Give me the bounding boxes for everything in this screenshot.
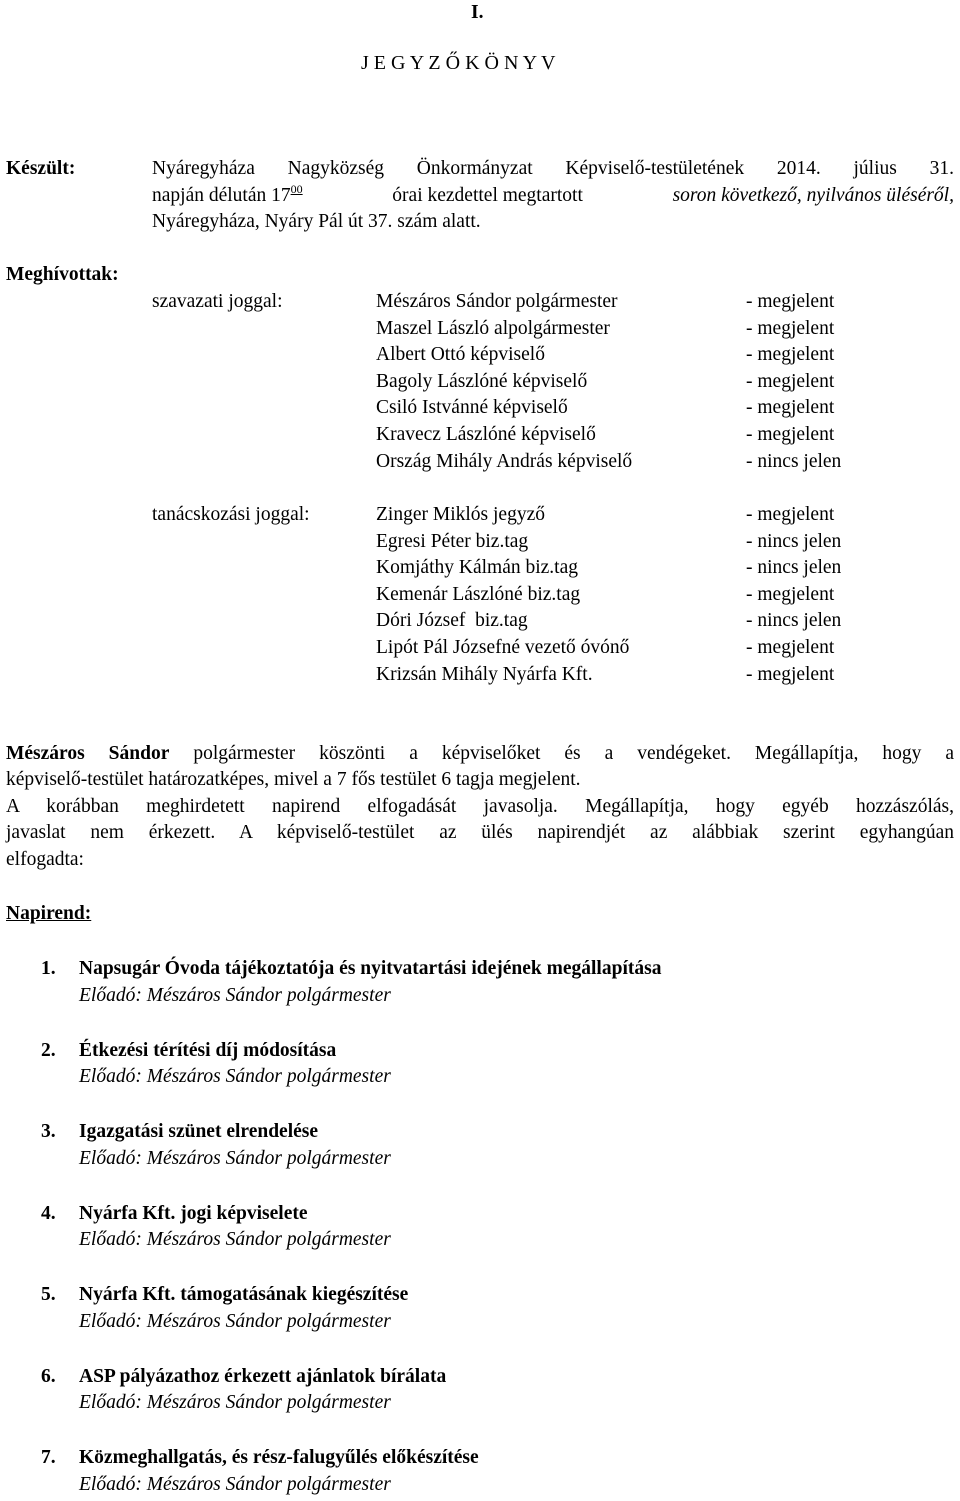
agenda-item-number: 5. bbox=[41, 1284, 56, 1305]
agenda-item bbox=[41, 956, 661, 983]
voting-member-status: - megjelent bbox=[746, 344, 835, 366]
advisory-member-status: - nincs jelen bbox=[746, 610, 842, 632]
voting-member-status: - megjelent bbox=[746, 291, 835, 312]
agenda-item-number: 6. bbox=[41, 1365, 56, 1387]
agenda-item-title: Közmeghallgatás, és rész-falugyűlés előkészítése bbox=[79, 1447, 479, 1468]
mayor-name-bold: Mészáros Sándor bbox=[6, 743, 170, 764]
paragraph-line-1-rest: polgármester köszönti a képviselőket és a vendégeket. Megállapítja, hogy a bbox=[169, 743, 954, 764]
voting-rights-label: szavazati joggal: bbox=[152, 291, 283, 312]
keszult-line-1: Nyáregyháza Nagyközség Önkormányzat Képviselő-testületének 2014. július 31. bbox=[152, 158, 954, 179]
voting-member-name: Mészáros Sándor polgármester bbox=[376, 291, 618, 312]
voting-member-status: - megjelent bbox=[746, 397, 835, 419]
voting-member-status: - nincs jelen bbox=[746, 450, 842, 472]
voting-member-status: - megjelent bbox=[746, 370, 835, 392]
time-superscript: 00 bbox=[290, 182, 303, 196]
keszult-label: Készült: bbox=[6, 158, 76, 179]
agenda-item-presenter: Előadó: Mészáros Sándor polgármester bbox=[79, 1229, 391, 1250]
advisory-member-status: - nincs jelen bbox=[746, 557, 842, 579]
advisory-member-name: Egresi Péter biz.tag bbox=[376, 530, 529, 552]
agenda-item-title: Nyárfa Kft. támogatásának kiegészítése bbox=[79, 1284, 409, 1305]
voting-member-status: - megjelent bbox=[746, 424, 835, 445]
agenda-item bbox=[41, 1282, 408, 1309]
section-number: I. bbox=[471, 2, 484, 23]
keszult-line-2 bbox=[152, 183, 954, 210]
advisory-member-name: Kemenár Lászlóné biz.tag bbox=[376, 583, 581, 605]
advisory-member-status: - megjelent bbox=[746, 504, 835, 525]
agenda-item bbox=[41, 1038, 336, 1065]
agenda-item-number: 2. bbox=[41, 1039, 56, 1061]
agenda-item-number: 7. bbox=[41, 1447, 56, 1468]
agenda-item-title: ASP pályázathoz érkezett ajánlatok bírálata bbox=[79, 1365, 447, 1387]
voting-member-name: Albert Ottó képviselő bbox=[376, 344, 545, 366]
agenda-item-presenter: Előadó: Mészáros Sándor polgármester bbox=[79, 984, 391, 1006]
agenda-item-presenter: Előadó: Mészáros Sándor polgármester bbox=[79, 1473, 391, 1495]
voting-member-name: Ország Mihály András képviselő bbox=[376, 450, 633, 472]
voting-member-status: - megjelent bbox=[746, 317, 835, 339]
advisory-member-name: Krizsán Mihály Nyárfa Kft. bbox=[376, 663, 593, 685]
agenda-item-presenter: Előadó: Mészáros Sándor polgármester bbox=[79, 1392, 391, 1413]
keszult-line-2-italic: soron következő, nyilvános üléséről, bbox=[672, 185, 954, 206]
agenda-item-title: Étkezési térítési díj módosítása bbox=[79, 1039, 337, 1061]
voting-member-name: Bagoly Lászlóné képviselő bbox=[376, 370, 588, 392]
advisory-member-name: Lipót Pál Józsefné vezető óvónő bbox=[376, 637, 630, 658]
agenda-item-number: 3. bbox=[41, 1121, 56, 1142]
agenda-heading: Napirend: bbox=[6, 903, 92, 924]
keszult-line-2-middle: órai kezdettel megtartott bbox=[387, 185, 588, 206]
paragraph-line-3: A korábban meghirdetett napirend elfogadását javasolja. Megállapítja, hogy egyéb hozzászólás, bbox=[6, 796, 954, 817]
advisory-member-name: Komjáthy Kálmán biz.tag bbox=[376, 557, 578, 579]
voting-member-name: Maszel László alpolgármester bbox=[376, 317, 610, 339]
advisory-member-status: - megjelent bbox=[746, 663, 835, 685]
agenda-item bbox=[41, 1201, 308, 1228]
agenda-item-title: Nyárfa Kft. jogi képviselete bbox=[79, 1202, 308, 1224]
document-title: J E G Y Z Ő K Ö N Y V bbox=[361, 52, 556, 74]
advisory-rights-label: tanácskozási joggal: bbox=[152, 504, 310, 525]
agenda-item-number: 4. bbox=[41, 1202, 56, 1224]
agenda-item-title: Napsugár Óvoda tájékoztatója és nyitvatartási idejének megállapítása bbox=[79, 958, 662, 979]
keszult-line-3: Nyáregyháza, Nyáry Pál út 37. szám alatt. bbox=[152, 211, 481, 232]
advisory-member-status: - nincs jelen bbox=[746, 530, 842, 552]
voting-member-name: Kravecz Lászlóné képviselő bbox=[376, 424, 596, 445]
agenda-item-presenter: Előadó: Mészáros Sándor polgármester bbox=[79, 1147, 391, 1169]
meghivottak-label: Meghívottak: bbox=[6, 264, 119, 285]
advisory-member-status: - megjelent bbox=[746, 637, 835, 658]
agenda-item-title: Igazgatási szünet elrendelése bbox=[79, 1121, 319, 1142]
paragraph-line-5: elfogadta: bbox=[6, 849, 84, 870]
voting-member-name: Csiló Istvánné képviselő bbox=[376, 397, 568, 419]
agenda-item bbox=[41, 1445, 479, 1472]
agenda-item-presenter: Előadó: Mészáros Sándor polgármester bbox=[79, 1310, 391, 1332]
paragraph-line-2: képviselő-testület határozatképes, mivel a 7 fős testület 6 tagja megjelent. bbox=[6, 769, 581, 790]
paragraph-line-4: javaslat nem érkezett. A képviselő-testület az ülés napirendjét az alábbiak szerint egyhangúan bbox=[6, 822, 954, 843]
advisory-member-name: Dóri József biz.tag bbox=[376, 610, 528, 632]
keszult-line-2-start: napján délután $17^{00}$ bbox=[152, 182, 303, 206]
advisory-member-status: - megjelent bbox=[746, 583, 835, 605]
agenda-item-number: 1. bbox=[41, 958, 56, 979]
agenda-item bbox=[41, 1364, 446, 1391]
advisory-member-name: Zinger Miklós jegyző bbox=[376, 504, 545, 525]
agenda-item-presenter: Előadó: Mészáros Sándor polgármester bbox=[79, 1066, 391, 1087]
paragraph-line-1 bbox=[6, 741, 954, 768]
agenda-item bbox=[41, 1119, 318, 1146]
